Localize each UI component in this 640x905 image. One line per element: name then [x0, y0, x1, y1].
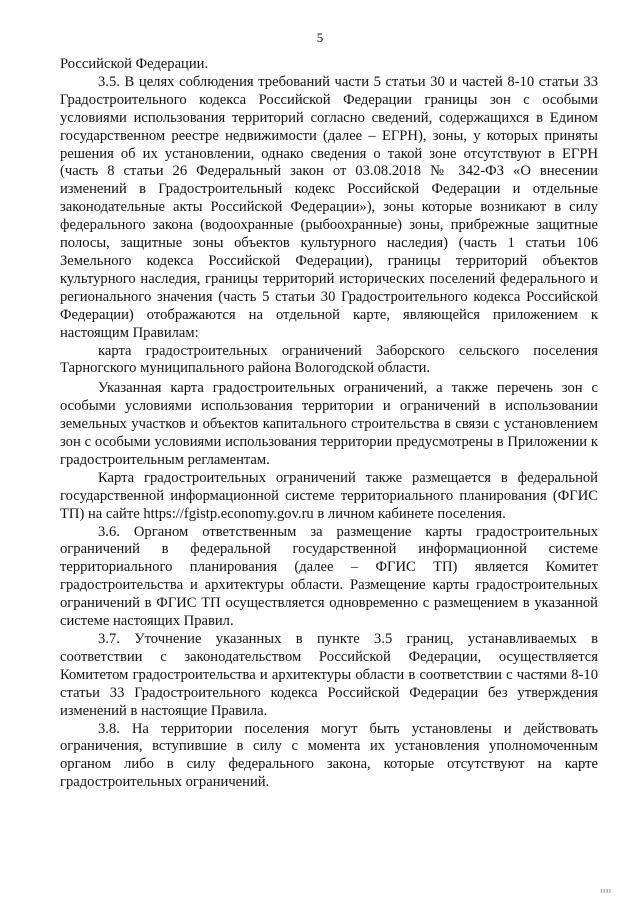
footer-mark: ıııı — [600, 887, 612, 895]
paragraph-3-6: 3.6. Органом ответственным за размещение карты градостроительных ограничений в федеральной государственной информационной системе территориального планирования (далее – ФГИС ТП) является Комитет градостроительства и архитектуры области. Размещение карты градостроительных ограничений в ФГИС ТП осуществляется одновременно с размещением в указанной системе настоящих Правил. — [60, 523, 598, 630]
paragraph-map-publication: Карта градостроительных ограничений также размещается в федеральной государственной информационной системе территориального планирования (ФГИС ТП) на сайте https://fgistp.economy.gov.ru в личном кабинете поселения. — [60, 469, 598, 522]
paragraph-3-8: 3.8. На территории поселения могут быть установлены и действовать ограничения, вступившие в силу с момента их установления уполномоченным органом либо в силу федерального закона, которые отсутствуют на карте градостроительных ограничений. — [60, 720, 598, 791]
document-body — [60, 56, 598, 792]
paragraph-map-item: карта градостроительных ограничений Заборского сельского поселения Тарногского муниципального района Вологодской области. — [60, 342, 598, 377]
paragraph-3-7: 3.7. Уточнение указанных в пункте 3.5 границ, устанавливаемых в соответствии с законодательством Российской Федерации, осуществляется Комитетом градостроительства и архитектуры области в соответствии с частями 8-10 статьи 33 Градостроительного кодекса Российской Федерации без утверждения изменений в настоящие Правила. — [60, 631, 598, 719]
paragraph-3-5: 3.5. В целях соблюдения требований части 5 статьи 30 и частей 8-10 статьи 33 Градостроительного кодекса Российской Федерации границы зон с особыми условиями использования территорий согласно сведений, содержащихся в Едином государственном реестре недвижимости (далее – ЕГРН), зоны, у которых приняты решения об их установлении, однако сведения о такой зоне отсутствуют в ЕГРН (часть 8 статьи 26 Федеральный закон от 03.08.2018 № 342-ФЗ «О внесении изменений в Градостроительный кодекс Российской Федерации и отдельные законодательные акты Российской Федерации»), зоны которые возникают в силу федерального закона (водоохранные (рыбоохранные) зоны, прибрежные защитные полосы, защитные зоны объектов культурного наследия) (часть 1 статьи 106 Земельного кодекса Российской Федерации), границы территорий объектов культурного наследия, границы территорий исторических поселений федерального и регионального значения (часть 5 статьи 30 Градостроительного кодекса Российской Федерации) отображаются на отдельной карте, являющейся приложением к настоящим Правилам: — [60, 73, 598, 341]
paragraph-map-description: Указанная карта градостроительных ограничений, а также перечень зон с особыми условиями использования территории и ограничений в использовании земельных участков и объектов капитального строительства в связи с установлением зон с особыми условиями использования территории предусмотрены в Приложении к градостроительным регламентам. — [60, 380, 598, 468]
paragraph-continuation: Российской Федерации. — [60, 56, 209, 72]
page-number: 5 — [316, 30, 324, 45]
